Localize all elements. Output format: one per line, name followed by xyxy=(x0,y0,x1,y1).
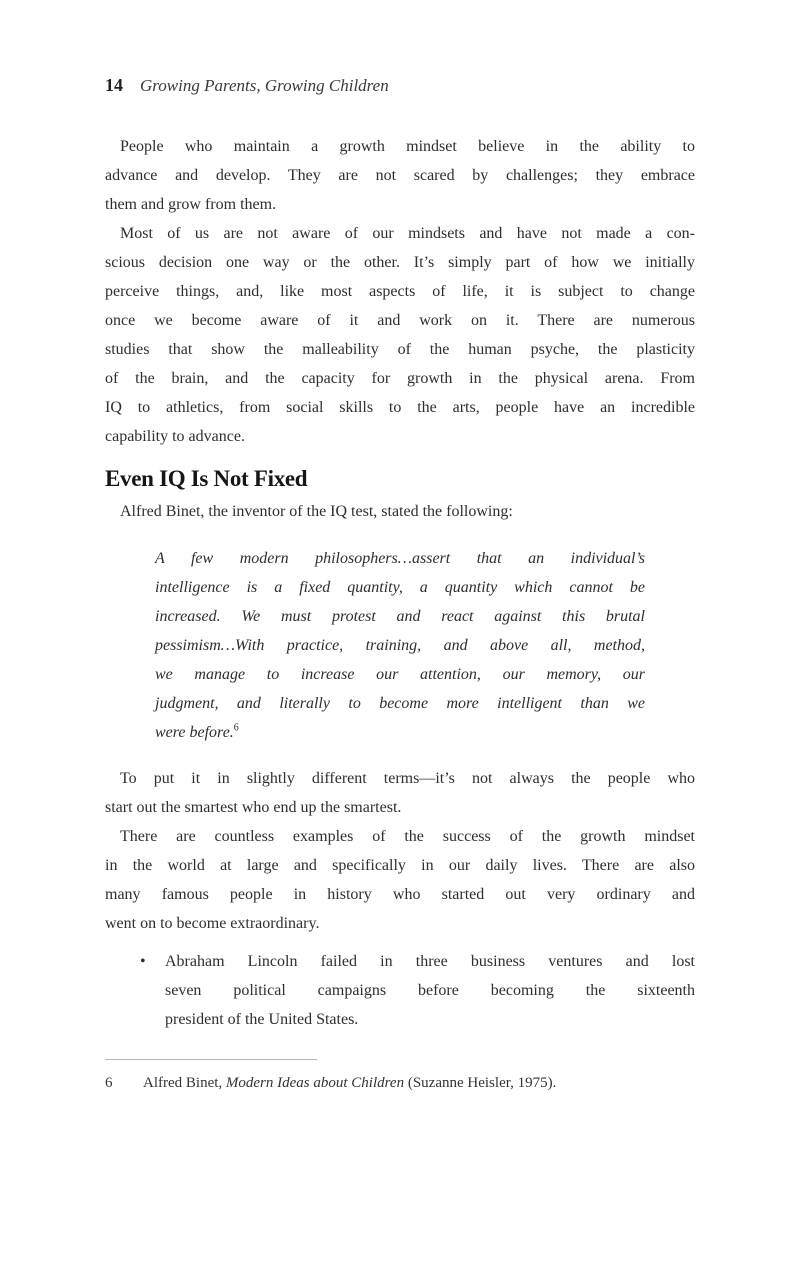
paragraph-different-terms: To put it in slightly different terms—it’s not always the people who start out the smartest who end up the smartest. xyxy=(105,770,695,816)
block-quote-lines: A few modern philosophers…assert that an individual’s intelligence is a fixed quantity, a quantity which cannot be increased. We must protest and react against this brutal pessimism…With practice, training, and above all, method, we manage to increase our attention, our memory, our judgment, and literally to become more intelligent than we xyxy=(155,550,645,712)
page-header xyxy=(105,74,695,98)
bullet-marker: • xyxy=(140,953,146,970)
footnote-number: 6 xyxy=(105,1075,113,1091)
book-page xyxy=(0,74,800,1269)
paragraph-countless-examples: There are countless examples of the success of the growth mindset in the world at large and specifically in our daily lives. There are also many famous people in history who started out very ordinary and went on to become extraordinary. xyxy=(105,828,695,932)
footnote-book-title: Modern Ideas about Children xyxy=(225,1075,405,1091)
footnote-author: Alfred Binet, xyxy=(143,1075,226,1091)
quote-last-text: were before. xyxy=(155,724,234,741)
block-quote xyxy=(155,544,645,747)
list-item-lincoln xyxy=(105,947,695,1034)
footnote-separator xyxy=(105,1059,317,1060)
block-quote-last-line xyxy=(155,718,645,747)
footnote xyxy=(105,1073,695,1093)
page-number: 14 xyxy=(105,75,123,95)
running-head: Growing Parents, Growing Children xyxy=(140,76,389,95)
list-item-text: Abraham Lincoln failed in three business ventures and lost seven political campaigns before becoming the sixteenth president of the United States. xyxy=(165,953,695,1028)
footnote-text xyxy=(143,1073,695,1093)
paragraph-mindset-awareness: Most of us are not aware of our mindsets and have not made a con- scious decision one way or the other. It’s simply part of how we initially perceive things, and, like most aspects of life, it is subject to change once we become aware of it and work on it. There are numerous studies that show the malleability of the human psyche, the plasticity of the brain, and the capacity for growth in the physical arena. From IQ to athletics, from social skills to the arts, people have an incredible capability to advance. xyxy=(105,225,695,445)
section-heading: Even IQ Is Not Fixed xyxy=(105,466,308,491)
paragraph-binet-intro: Alfred Binet, the inventor of the IQ test, stated the following: xyxy=(120,503,513,520)
footnote-reference: 6 xyxy=(233,722,239,734)
footnote-publisher: (Suzanne Heisler, 1975). xyxy=(404,1075,557,1091)
paragraph-growth-mindset: People who maintain a growth mindset believe in the ability to advance and develop. They are not scared by challenges; they embrace them and grow from them. xyxy=(105,138,695,213)
